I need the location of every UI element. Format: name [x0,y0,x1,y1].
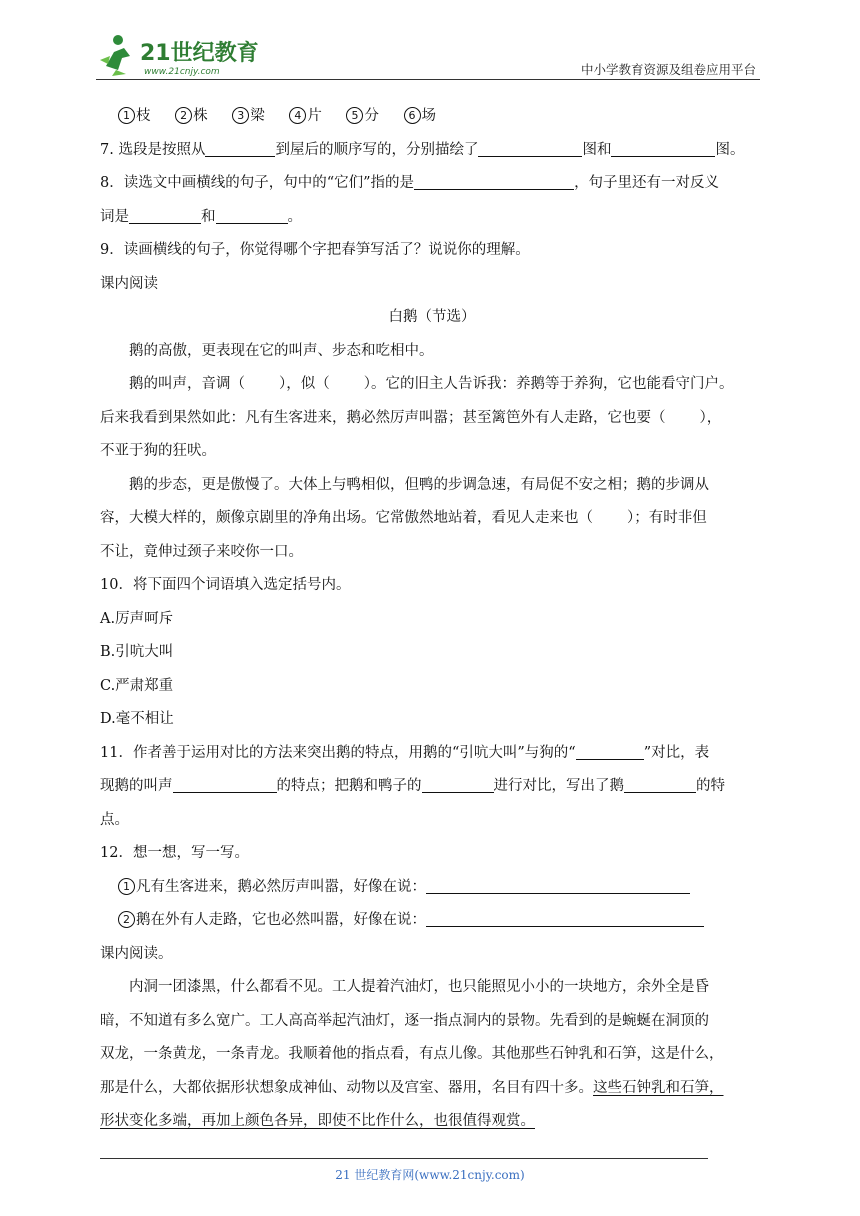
paragraph: 鹅的高傲，更表现在它的叫声、步态和吃相中。 [129,342,434,359]
question-11-cont: 点。 [100,811,129,828]
paragraph: 鹅的步态，更是傲慢了。大体上与鸭相似，但鸭的步调急速，有局促不安之相；鹅的步调从 [129,476,709,493]
platform-name: 中小学教育资源及组卷应用平台 [580,62,756,77]
paragraph-cont [100,1105,764,1139]
option-2: 2 株 [175,108,208,124]
svg-text:www.21cnjy.com: www.21cnjy.com [144,67,220,77]
answer-blank[interactable] [611,140,715,157]
paragraph: 鹅的叫声，音调（ ），似（ ）。它的旧主人告诉我：养鹅等于养狗，它也能看守门户。 [129,376,734,392]
paragraph-cont: 双龙，一条黄龙，一条青龙。我顺着他的指点看，有点儿像。其他那些石钟乳和石笋，这是什么， [100,1046,724,1062]
question-11-cont: 现鹅的叫声 的特点；把鹅和鸭子的 进行对比，写出了鹅 的特 [100,778,725,794]
paragraph: 内洞一团漆黑，什么都看不见。工人提着汽油灯，也只能照见小小的一块地方，余外全是昏 [129,979,709,995]
runner-logo-icon [96,30,266,80]
site-logo[interactable] [96,30,266,80]
choice-c: C.严肃郑重 [100,677,174,694]
option-4: 4 片 [289,108,322,124]
answer-blank[interactable] [205,140,275,157]
question-11: 11．作者善于运用对比的方法来突出鹅的特点，用鹅的“引吭大叫”与狗的“ ”对比，表 [100,744,710,761]
underlined-sentence: 这些石钟乳和石笋， [593,1079,724,1096]
footer-link[interactable]: 21 世纪教育网(www.21cnjy.com) [335,1168,525,1182]
answer-blank[interactable] [129,207,201,224]
answer-blank[interactable] [216,207,288,224]
option-list [100,100,764,134]
option-6: 6 场 [404,108,437,124]
page-header [0,0,860,90]
passage-title: 白鹅（节选） [388,309,476,325]
option-3: 3 梁 [232,108,265,124]
paragraph-cont: 暗，不知道有多么宽广。工人高高举起汽油灯，逐一指点洞内的景物。先看到的是蜿蜒在洞顶的 [100,1012,709,1029]
choice-a: A.厉声呵斥 [100,610,174,627]
paragraph-cont: 不亚于狗的狂吠。 [100,443,216,459]
answer-line[interactable] [426,877,690,894]
question-9: 9．读画横线的句子，你觉得哪个字把春笋写活了？说说你的理解。 [100,242,530,258]
question-12-item-2: 2 鹅在外有人走路，它也必然叫嚣，好像在说： [100,904,764,938]
underlined-sentence: 形状变化多端，再加上颜色各异，即使不比作什么，也很值得观赏。 [100,1113,535,1129]
question-12: 12．想一想，写一写。 [100,845,249,861]
question-8: 8．读选文中画横线的句子，句中的“它们”指的是 ，句子里还有一对反义 [100,175,720,191]
question-10: 10．将下面四个词语填入选定括号内。 [100,577,351,593]
choice-b: B.引吭大叫 [100,644,174,660]
answer-blank[interactable] [576,743,644,760]
question-12-item-1: 1 凡有生客进来，鹅必然厉声叫嚣，好像在说： [100,871,764,905]
answer-blank[interactable] [414,173,574,190]
document-body [100,100,764,1139]
section-heading: 课内阅读。 [100,945,173,962]
answer-blank[interactable] [173,776,277,793]
answer-line[interactable] [426,910,704,927]
answer-blank[interactable] [422,776,494,793]
paragraph-cont: 那是什么，大都依据形状想象成神仙、动物以及宫室、器用，名目有四十多。这些石钟乳和石笋， [100,1079,724,1096]
question-8-cont: 词是 和 。 [100,208,302,225]
paragraph-cont: 后来我看到果然如此：凡有生客进来，鹅必然厉声叫嚣；甚至篱笆外有人走路，它也要（ ）， [100,409,722,426]
footer-divider [100,1158,708,1159]
option-5: 5 分 [346,108,379,124]
choice-d: D.毫不相让 [100,711,174,727]
section-heading: 课内阅读 [100,275,158,292]
answer-blank[interactable] [624,776,696,793]
option-1: 1 枝 [118,108,151,124]
header-divider [96,79,760,80]
svg-text:21世纪教育: 21世纪教育 [140,41,259,66]
question-7: 7. 选段是按照从 到屋后的顺序写的，分别描绘了 图和 图。 [100,141,745,158]
paragraph-cont: 容，大模大样的，颇像京剧里的净角出场。它常傲然地站着，看见人走来也（ ）；有时非但 [100,510,707,526]
paragraph-cont: 不让，竟伸过颈子来咬你一口。 [100,543,303,560]
answer-blank[interactable] [478,140,582,157]
